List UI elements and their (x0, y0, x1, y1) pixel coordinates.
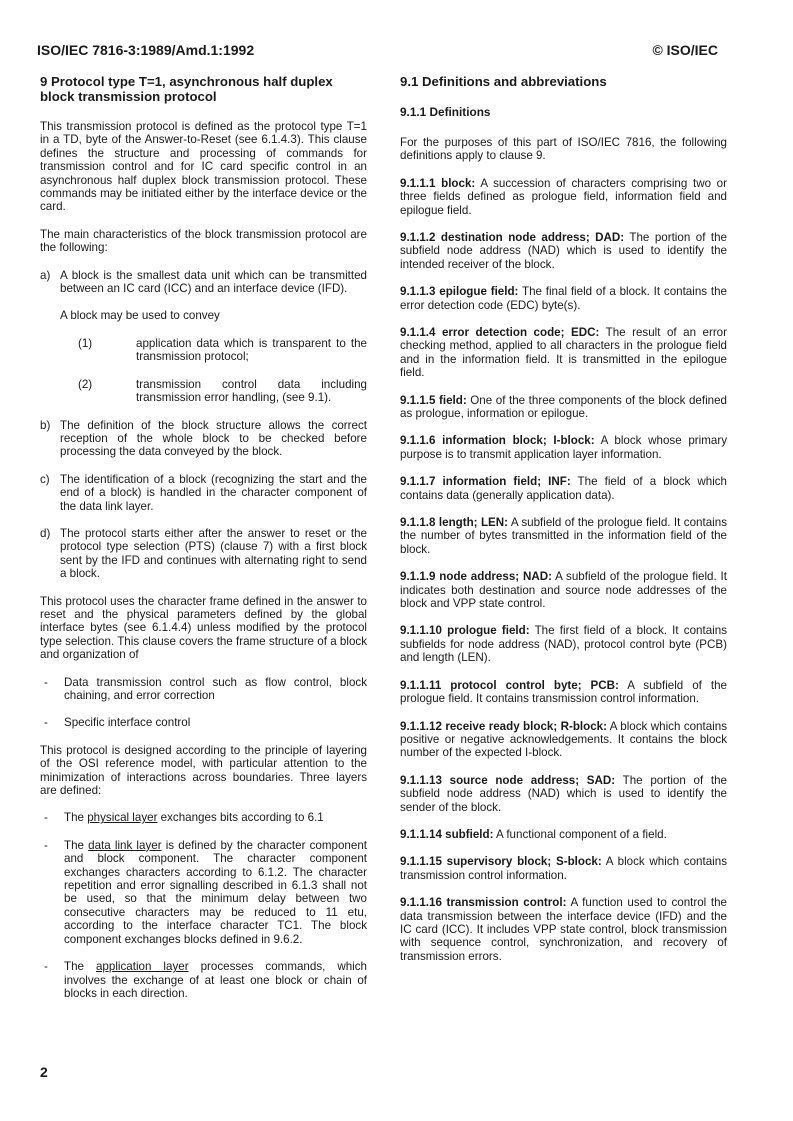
header-copyright: © ISO/IEC (652, 42, 718, 58)
definition-term: 9.1.1.5 field: (400, 393, 467, 407)
definition-item (400, 177, 727, 217)
layer-text (64, 960, 367, 1000)
definition-term: 9.1.1.11 protocol control byte; PCB: (400, 678, 619, 692)
list-item-c (40, 473, 367, 513)
definition-text: A block which contains transmission control information. (400, 855, 727, 882)
definition-item (400, 774, 727, 814)
list-text: The protocol starts either after the answer to reset or the protocol type selection (PTS) (clause 7) with a first block sent by the IFD and continues with alternating right to send a block. (60, 526, 367, 581)
list-label: c) (40, 472, 50, 486)
layer-post: processes commands, which involves the exchange of at least one block or chain of blocks in each direction. (64, 960, 367, 1000)
definition-term: 9.1.1.9 node address; NAD: (400, 570, 552, 584)
definitions-subtitle: 9.1.1 Definitions (400, 104, 491, 119)
left-column (40, 75, 367, 1014)
definition-item (400, 855, 727, 882)
definition-term: 9.1.1.6 information block; I-block: (400, 434, 595, 448)
list-item-b (40, 419, 367, 459)
sub-item-1 (60, 337, 367, 364)
definition-text: The portion of the subfield node address (NAD) which is used to identify the sender of the block. (400, 773, 727, 814)
layer-item-application (40, 960, 367, 1000)
definition-item (400, 285, 727, 312)
definition-item (400, 326, 727, 380)
definition-text: The final field of a block. It contains the error detection code (EDC) byte(s). (400, 285, 727, 312)
header-standard-id: ISO/IEC 7816-3:1989/Amd.1:1992 (37, 42, 255, 58)
bullet-item (40, 716, 367, 729)
bullet-dash: - (44, 838, 48, 852)
layer-pre: The (64, 960, 96, 974)
list-label: a) (40, 268, 51, 282)
definition-item (400, 231, 727, 271)
definitions-intro: For the purposes of this part of ISO/IEC 7816, the following definitions apply to clause 9. (400, 135, 727, 163)
frame-paragraph: This protocol uses the character frame defined in the answer to reset and the physical parameters defined by the global interface bytes (see 6.1.4.4) unless modified by the protocol type selection. This clause covers the frame structure of a block and organization of (40, 594, 367, 662)
sub-text: application data which is transparent to the transmission protocol; (136, 336, 367, 364)
definition-item (400, 475, 727, 502)
layer-post: is defined by the character component and block component. The character component exchanges characters according to 6.1.2. The character repetition and error signalling described in 6.1.3 shall not be used, so that the minimum delay between two consecutive characters may be reduced to 11 etu, according to the interface character TC1. The block component exchanges blocks defined in 9.6.2. (64, 838, 367, 946)
bullet-text: Specific interface control (64, 716, 191, 730)
layer-post: exchanges bits according to 6.1 (157, 811, 324, 825)
layer-item-physical (40, 811, 367, 824)
layer-term: data link layer (88, 838, 162, 852)
bullet-dash: - (44, 716, 48, 730)
definition-item (400, 516, 727, 556)
bullet-dash: - (44, 960, 48, 974)
definition-text: A subfield of the prologue field. It contains transmission control information. (400, 678, 727, 706)
definition-item (400, 720, 727, 760)
layer-pre: The (64, 811, 88, 825)
definition-item (400, 570, 727, 610)
definition-text: A subfield of the prologue field. It contains the number of bytes transmitted in the information field of the block. (400, 516, 727, 556)
definition-text: A functional component of a field. (493, 827, 667, 841)
layer-pre: The (64, 838, 89, 852)
definition-term: 9.1.1.1 block: (400, 176, 476, 190)
layer-term: application layer (95, 960, 189, 974)
definition-text: A subfield of the prologue field. It indicates both destination and source node addresses of the block and VPP state control. (400, 570, 727, 611)
definition-text: One of the three components of the block defined as prologue, information or epilogue. (400, 393, 727, 420)
definition-term: 9.1.1.8 length; LEN: (400, 516, 509, 530)
definition-term: 9.1.1.15 supervisory block; S-block: (400, 855, 602, 869)
list-text: The definition of the block structure allows the correct reception of the whole block to be checked before processing the data conveyed by the block. (60, 418, 367, 459)
sub-text: transmission control data including transmission error handling, (see 9.1). (136, 377, 367, 405)
layer-item-data-link (40, 839, 367, 946)
bullet-dash: - (44, 811, 48, 825)
definition-term: 9.1.1.3 epilogue field: (400, 285, 519, 299)
page-number: 2 (40, 1064, 48, 1080)
definition-item (400, 434, 727, 461)
right-column (400, 75, 727, 977)
definitions-title: 9.1 Definitions and abbreviations (400, 74, 607, 89)
definition-term: 9.1.1.13 source node address; SAD: (400, 773, 616, 787)
sub-item-2 (60, 378, 367, 405)
intro-paragraph: This transmission protocol is defined as the protocol type T=1 in a TD, byte of the Answer-to-Reset (see 6.1.4.3). This clause defines the structure and processing of commands for transmission control and for IC card specific control in an asynchronous half duplex block transmission protocol. These commands may be initiated either by the interface device or the card. (40, 120, 367, 214)
definition-text: A block which contains positive or negative acknowledgements. It contains the block number of the expected I-block. (400, 719, 727, 760)
definition-text: The portion of the subfield node address (NAD) which is used to identify the intended receiver of the block. (400, 230, 727, 271)
list-item-a (40, 269, 367, 296)
definition-item (400, 394, 727, 421)
section-title: 9 Protocol type T=1, asynchronous half duplex block transmission protocol (40, 74, 333, 104)
list-label: b) (40, 418, 51, 432)
list-label: d) (40, 526, 51, 540)
bullet-text: Data transmission control such as flow control, block chaining, and error correction (64, 675, 367, 702)
definition-text: A block whose primary purpose is to transmit application layer information. (400, 434, 727, 461)
definition-text: A succession of characters comprising two or three fields defined as prologue field, information field and epilogue field. (400, 176, 727, 217)
definition-term: 9.1.1.4 error detection code; EDC: (400, 325, 600, 339)
bullet-dash: - (44, 675, 48, 689)
definition-term: 9.1.1.7 information field; INF: (400, 475, 571, 489)
definition-item (400, 828, 727, 841)
list-text: A block is the smallest data unit which can be transmitted between an IC card (ICC) and an interface device (IFD). (60, 268, 367, 296)
definition-term: 9.1.1.12 receive ready block; R-block: (400, 719, 607, 733)
definition-item (400, 679, 727, 706)
definition-item (400, 624, 727, 664)
definition-item (400, 896, 727, 963)
definition-term: 9.1.1.2 destination node address; DAD: (400, 230, 625, 244)
block-convey-intro: A block may be used to convey (60, 309, 220, 323)
definition-text: The result of an error checking method, applied to all characters in the prologue field and in the information field. It is transmitted in the epilogue field. (400, 325, 727, 380)
definition-text: The first field of a block. It contains subfields for node address (NAD), protocol control byte (PCB) and length (LEN). (400, 624, 727, 665)
list-item-d (40, 527, 367, 581)
sub-label: (2) (78, 377, 93, 391)
layering-paragraph: This protocol is designed according to the principle of layering of the OSI reference model, with particular attention to the minimization of interactions across boundaries. Three layers are defined: (40, 743, 367, 798)
definition-term: 9.1.1.16 transmission control: (400, 896, 567, 910)
characteristics-intro: The main characteristics of the block transmission protocol are the following: (40, 227, 367, 255)
list-text: The identification of a block (recognizing the start and the end of a block) is handled in the character component of the data link layer. (60, 472, 367, 513)
layer-text (64, 811, 367, 824)
definition-term: 9.1.1.14 subfield: (400, 827, 494, 841)
layer-text (64, 839, 367, 946)
layer-term: physical layer (87, 811, 158, 825)
definition-text: The field of a block which contains data (generally application data). (400, 475, 728, 502)
sub-label: (1) (78, 336, 93, 350)
definition-text: A function used to control the data transmission between the interface device (IFD) and the IC card (ICC). It includes VPP state control, block transmission with sequence control, synchronization, and recovery of transmission errors. (400, 896, 727, 963)
bullet-item (40, 676, 367, 703)
definition-term: 9.1.1.10 prologue field: (400, 624, 530, 638)
